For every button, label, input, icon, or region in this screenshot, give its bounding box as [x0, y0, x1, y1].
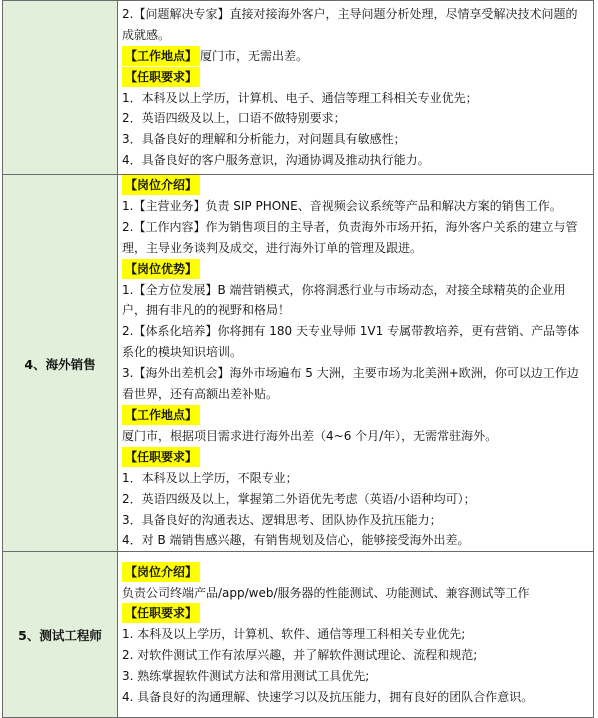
- detail-cell: [118, 1, 594, 175]
- detail-line: [122, 150, 589, 171]
- detail-line: [122, 530, 589, 551]
- table-row: [3, 175, 594, 552]
- detail-line: [122, 583, 589, 604]
- detail-line: [122, 468, 589, 489]
- highlight-label: 【任职要求】: [122, 603, 200, 623]
- section-heading: [122, 259, 589, 280]
- highlight-label: 【任职要求】: [122, 447, 200, 467]
- role-cell: [3, 552, 118, 718]
- detail-text: 厦门市，无需出差。: [200, 48, 309, 63]
- detail-cell: [118, 175, 594, 552]
- section-heading: [122, 603, 589, 624]
- detail-line: [122, 217, 589, 259]
- detail-text: 3．具备良好的理解和分析能力，对问题具有敏感性；: [122, 132, 406, 147]
- highlight-label: 【岗位介绍】: [122, 175, 200, 195]
- highlight-label: 【岗位优势】: [122, 259, 200, 279]
- highlight-label: 【岗位介绍】: [122, 562, 200, 582]
- detail-text: 4. 具备良好的沟通理解、快速学习以及抗压能力，拥有良好的团队合作意识。: [122, 690, 534, 705]
- detail-line: [122, 108, 589, 129]
- highlight-label: 【工作地点】: [122, 405, 200, 425]
- detail-text: 3．具备良好的沟通表达、逻辑思考、团队协作及抗压能力；: [122, 512, 442, 527]
- section-heading: [122, 405, 589, 426]
- detail-line: [122, 666, 589, 687]
- detail-line: [122, 88, 589, 109]
- section-heading: [122, 447, 589, 468]
- detail-cell: [118, 552, 594, 718]
- detail-line: [122, 489, 589, 510]
- detail-text: 负责公司终端产品/app/web/服务器的性能测试、功能测试、兼容测试等工作: [122, 585, 530, 600]
- highlight-label: 【工作地点】: [122, 46, 200, 66]
- detail-line: [122, 280, 589, 322]
- detail-line: [122, 196, 589, 217]
- detail-text: 2.【问题解决专家】直接对接海外客户，主导问题分析处理，尽情享受解决技术问题的成就感。: [122, 6, 578, 42]
- detail-text: 2.【体系化培养】你将拥有 180 天专业导师 1V1 专属带教培养，更有营销、产品等体系化的模块知识培训。: [122, 324, 580, 360]
- detail-text: 3.【海外出差机会】海外市场遍布 5 大洲，主要市场为北美洲+欧洲，你可以边工作边看世界，还有高额出差补贴。: [122, 366, 579, 402]
- detail-text: 2. 对软件测试工作有浓厚兴趣，并了解软件测试理论、流程和规范;: [122, 648, 478, 663]
- detail-text: 1. 本科及以上学历，计算机、软件、通信等理工科相关专业优先;: [122, 627, 466, 642]
- detail-text: 1．本科及以上学历，计算机、电子、通信等理工科相关专业优先；: [122, 90, 478, 105]
- detail-text: 1．本科及以上学历，不限专业；: [122, 470, 298, 485]
- detail-line: [122, 687, 589, 708]
- role-cell: [3, 175, 118, 552]
- detail-text: 4．具备良好的客户服务意识，沟通协调及推动执行能力。: [122, 153, 430, 168]
- section-heading: [122, 175, 589, 196]
- detail-text: 2．英语四级及以上，口语不做特别要求；: [122, 111, 346, 126]
- detail-text: 厦门市，根据项目需求进行海外出差（4~6 个月/年），无需常驻海外。: [122, 428, 498, 443]
- detail-line: [122, 624, 589, 645]
- detail-text: 2.【工作内容】作为销售项目的主导者，负责海外市场开拓，海外客户关系的建立与管理，主导业务谈判及成交，进行海外订单的管理及跟进。: [122, 219, 578, 255]
- section-heading: [122, 67, 589, 88]
- detail-text: 1.【全方位发展】B 端营销模式，你将洞悉行业与市场动态，对接全球精英的企业用户，拥有非凡的的视野和格局！: [122, 282, 566, 318]
- role-title: 4、海外销售: [24, 356, 96, 372]
- detail-text: 4．对 B 端销售感兴趣，有销售规划及信心，能够接受海外出差。: [122, 533, 470, 548]
- detail-line: [122, 4, 589, 46]
- detail-line: [122, 645, 589, 666]
- detail-line: [122, 426, 589, 447]
- highlight-label: 【任职要求】: [122, 67, 200, 87]
- detail-text: 1.【主营业务】负责 SIP PHONE、音视频会议系统等产品和解决方案的销售工作。: [122, 198, 562, 213]
- section-heading: [122, 562, 589, 583]
- detail-line: [122, 363, 589, 405]
- detail-text: 2．英语四级及以上，掌握第二外语优先考虑（英语/小语种均可）；: [122, 491, 476, 506]
- role-cell: [3, 1, 118, 175]
- detail-line: [122, 129, 589, 150]
- table-row: [3, 552, 594, 718]
- table-row: [3, 1, 594, 175]
- detail-text: 3. 熟练掌握软件测试方法和常用测试工具优先;: [122, 669, 370, 684]
- section-heading: [122, 46, 589, 67]
- detail-line: [122, 321, 589, 363]
- role-title: 5、测试工程师: [18, 628, 102, 644]
- job-table: [2, 0, 594, 718]
- detail-line: [122, 510, 589, 531]
